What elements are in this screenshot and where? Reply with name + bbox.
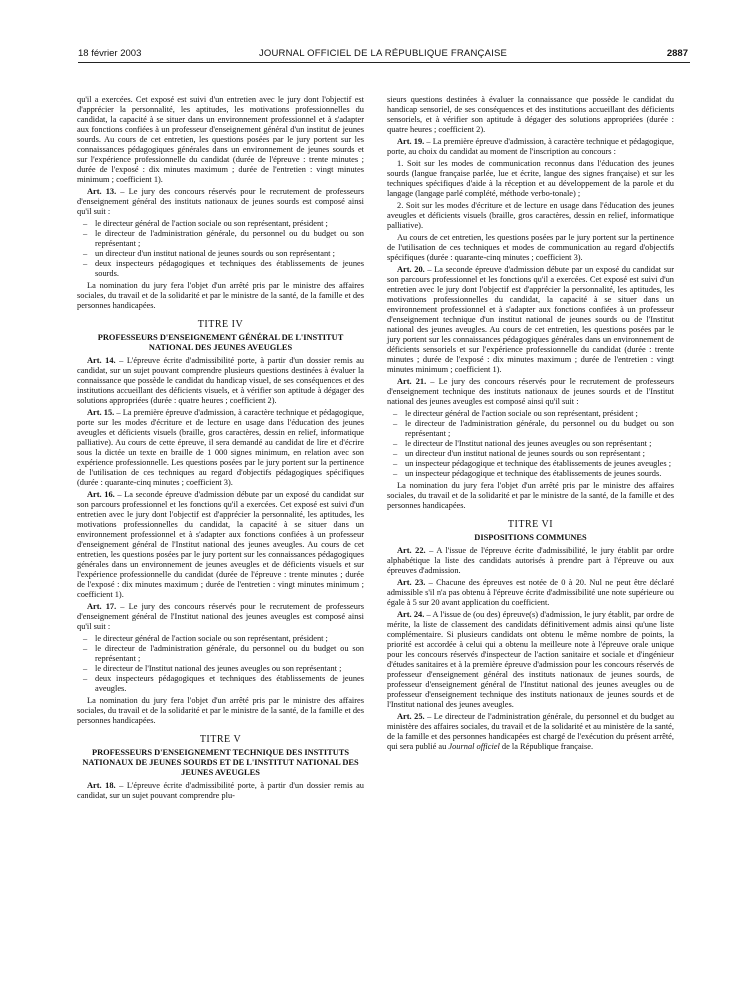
article-25	[387, 712, 674, 752]
article-label: Art. 19.	[397, 137, 425, 146]
section-title: TITRE VI	[507, 519, 554, 530]
page-number: 2887	[666, 48, 688, 59]
article-text: – Le directeur de l'administration générale, du personnel et du budget au ministère des affaires sociales, du travail et de la solidarité et au ministère de la santé, de la famille et des personnes handicapées est chargé de l'exécution du présent arrêté, qui sera publié au	[387, 712, 675, 751]
paragraph: 1. Soit sur les modes de communication reconnus dans l'éducation des jeunes sourds (langue française parlée, lue et écrite, langue des signes française) et sur les techniques spécifiques d'aide à la réception et au développement de la parole et du langage (langage parlé complété, méthode verbo-tonale) ;	[387, 159, 674, 198]
list-item: – le directeur général de l'action sociale ou son représentant, président ;	[81, 219, 364, 229]
section-heading: DISPOSITIONS COMMUNES	[474, 533, 587, 542]
list-item: – le directeur de l'Institut national des jeunes aveugles ou son représentant ;	[81, 664, 364, 674]
list-item: – deux inspecteurs pédagogiques et techniques des établissements de jeunes aveugles.	[81, 674, 364, 694]
list-item: – le directeur de l'administration générale, du personnel ou du budget ou son représentant ;	[391, 419, 674, 439]
article-text: – La seconde épreuve d'admission débute par un exposé du candidat sur son parcours professionnel et les fonctions qu'il a exercées. Cet exposé est suivi d'un entretien avec le jury dont l'objectif est d'apprécier la personnalité, les aptitudes, les motivations professionnelles du candidat, la capacité à se situer dans un environnement professionnel et à s'adapter aux fonctions confiées à un professeur d'enseignement général de l'Institut national des jeunes aveugles. Au cours de cet entretien, les questions posées par le jury portent sur les connaissances pédagogiques générales dans un environnement de jeunes aveugles et de déficients visuels et sur l'expérience professionnelle du candidat (durée de l'épreuve : trente minutes ; durée de l'exposé : dix minutes maximum ; durée de l'entretien : vingt minutes minimum ; coefficient 1).	[77, 490, 364, 599]
article-text: – Le jury des concours réservés pour le recrutement de professeurs d'enseignement général des instituts nationaux de jeunes sourds est composé ainsi qu'il suit :	[77, 187, 364, 216]
section-title: TITRE IV	[197, 319, 244, 330]
jury-list	[77, 634, 364, 694]
list-item: – un inspecteur pédagogique et technique des établissements de jeunes aveugles ;	[391, 459, 674, 469]
paragraph: sieurs questions destinées à évaluer la connaissance que possède le candidat du handicap sensoriel, de ses conséquences et des institutions accueillant des déficients sensoriels, et à vérifier son aptitude à dégager des solutions appropriées (durée : quatre heures ; coefficient 2).	[387, 95, 674, 134]
article-24	[387, 610, 674, 710]
publication-name: Journal officiel	[448, 742, 500, 751]
paragraph: 2. Soit sur les modes d'écriture et de lecture en usage dans l'éducation des jeunes aveugles et déficients visuels (braille, gros caractères, dessin en relief, informatique palliative).	[387, 201, 674, 230]
paragraph: Au cours de cet entretien, les questions posées par le jury portent sur la pertinence de l'utilisation de ces techniques et modes de communication au regard d'objectifs spécifiques (durée : quarante-cinq minutes ; coefficient 3).	[387, 233, 674, 262]
journal-title: JOURNAL OFFICIEL DE LA RÉPUBLIQUE FRANÇAISE	[258, 48, 508, 59]
paragraph: La nomination du jury fera l'objet d'un arrêté pris par le ministre des affaires sociales, du travail et de la solidarité et par le ministre de la santé, de la famille et des personnes handicapées.	[77, 281, 364, 310]
article-text: – A l'issue de l'épreuve écrite d'admissibilité, le jury établit par ordre alphabétique la liste des candidats autorisés à prendre part à l'épreuve ou aux épreuves d'admission.	[387, 546, 674, 575]
article-text: – Chacune des épreuves est notée de 0 à 20. Nul ne peut être déclaré admissible s'il n'a pas obtenu à l'épreuve écrite d'admissibilité une note supérieure ou égale à 5 sur 20 avant application du coefficient.	[387, 578, 674, 607]
article-label: Art. 23.	[397, 578, 426, 587]
article-20	[387, 265, 674, 375]
list-item: – un directeur d'un institut national de jeunes sourds ou son représentant ;	[391, 449, 674, 459]
page-header	[78, 48, 688, 62]
article-text: – Le jury des concours réservés pour le recrutement de professeurs d'enseignement technique des instituts nationaux de jeunes sourds et de l'Institut national des jeunes aveugles est composé ainsi qu'il suit :	[387, 377, 674, 406]
article-13	[77, 187, 364, 217]
article-label: Art. 17.	[87, 602, 117, 611]
article-label: Art. 18.	[87, 781, 116, 790]
article-19	[387, 137, 674, 157]
article-label: Art. 16.	[87, 490, 115, 499]
paragraph: qu'il a exercées. Cet exposé est suivi d'un entretien avec le jury dont l'objectif est d'apprécier la personnalité, les aptitudes, les motivations professionnelles du candidat, la capacité à se situer dans un environnement professionnel et à s'adapter aux fonctions confiées à un professeur d'enseignement général d'un institut de jeunes sourds. Au cours de cet entretien, les questions posées par le jury portent sur les connaissances pédagogiques générales dans un environnement de jeunes sourds et sur l'expérience professionnelle du candidat (durée de l'épreuve : trente minutes ; durée de l'exposé : dix minutes maximum ; durée de l'entretien : vingt minutes minimum ; coefficient 1).	[77, 95, 364, 184]
list-item: – un directeur d'un institut national de jeunes sourds ou son représentant ;	[81, 249, 364, 259]
article-label: Art. 20.	[397, 265, 425, 274]
article-23	[387, 578, 674, 608]
article-text: – La première épreuve d'admission, à caractère technique et pédagogique, porte sur les modes d'écriture et de lecture en usage dans l'éducation des jeunes aveugles et déficients visuels (braille, gros caractères, dessin en relief, informatique palliative). Au cours de cette épreuve, il sera demandé au candidat de lire et d'écrire sous la dictée un texte en braille de 1 000 signes minimum, en relation avec son expérience professionnelle. Les questions posées par le jury portent sur la pertinence de l'utilisation de ces techniques au regard d'objectifs pédagogiques spécifiques (durée : quarante-cinq minutes ; coefficient 3).	[77, 408, 364, 487]
article-21	[387, 377, 674, 407]
paragraph: La nomination du jury fera l'objet d'un arrêté pris par le ministre des affaires sociales, du travail et de la solidarité et par le ministre de la santé, de la famille et des personnes handicapées.	[387, 481, 674, 510]
article-label: Art. 24.	[397, 610, 425, 619]
article-label: Art. 14.	[87, 356, 116, 365]
list-item: – le directeur général de l'action sociale ou son représentant, président ;	[81, 634, 364, 644]
article-label: Art. 25.	[397, 712, 425, 721]
article-text: – La seconde épreuve d'admission débute par un exposé du candidat sur son parcours professionnel et les fonctions qu'il a exercées. Cet exposé est suivi d'un entretien avec le jury dont l'objectif est d'apprécier la personnalité, les aptitudes, les motivations professionnelles du candidat, la capacité à se situer dans un environnement professionnel et à s'adapter aux fonctions confiées à un professeur d'enseignement technique d'un institut national de jeunes sourds ou de l'Institut national des jeunes aveugles. Au cours de cet entretien, les questions posées par le jury portent sur les connaissances pédagogiques générales dans un environnement de déficients sensoriels et sur l'expérience professionnelle du candidat (durée : trente minutes ; durée de l'exposé : dix minutes maximum ; durée de l'entretien : vingt minutes minimum ; coefficient 1).	[387, 265, 674, 374]
jury-list	[77, 219, 364, 279]
paragraph: La nomination du jury fera l'objet d'un arrêté pris par le ministre des affaires sociales, du travail et de la solidarité et par le ministre de la santé, de la famille et des personnes handicapées.	[77, 696, 364, 725]
left-column	[77, 95, 364, 803]
list-item: – le directeur de l'administration générale, du personnel ou du budget ou son représentant ;	[81, 644, 364, 664]
list-item: – un inspecteur pédagogique et technique des établissements de jeunes sourds.	[391, 469, 674, 479]
article-text: – L'épreuve écrite d'admissibilité porte, à partir d'un dossier remis au candidat, sur un sujet pouvant comprendre plu-	[77, 781, 364, 800]
issue-date: 18 février 2003	[78, 48, 142, 59]
article-label: Art. 22.	[397, 546, 426, 555]
jury-list	[387, 409, 674, 479]
list-item: – le directeur général de l'action sociale ou son représentant, président ;	[391, 409, 674, 419]
article-16	[77, 490, 364, 600]
article-22	[387, 546, 674, 576]
section-heading: PROFESSEURS D'ENSEIGNEMENT GÉNÉRAL DE L'INSTITUT NATIONAL DES JEUNES AVEUGLES	[97, 333, 344, 352]
header-rule	[78, 62, 690, 63]
article-text: – Le jury des concours réservés pour le recrutement de professeurs d'enseignement général de l'Institut national des jeunes aveugles est composé ainsi qu'il suit :	[77, 602, 364, 631]
section-heading: PROFESSEURS D'ENSEIGNEMENT TECHNIQUE DES INSTITUTS NATIONAUX DE JEUNES SOURDS ET DE L'INSTITUT NATIONAL DES JEUNES AVEUGLES	[82, 748, 359, 777]
right-column	[387, 95, 674, 754]
article-label: Art. 15.	[87, 408, 115, 417]
article-text-end: de la République française.	[499, 742, 594, 751]
list-item: – le directeur de l'administration générale, du personnel ou du budget ou son représentant ;	[81, 229, 364, 249]
article-text: – La première épreuve d'admission, à caractère technique et pédagogique, porte, au choix du candidat au moment de l'inscription au concours :	[387, 137, 674, 156]
article-18	[77, 781, 364, 801]
article-17	[77, 602, 364, 632]
section-title: TITRE V	[199, 734, 242, 745]
article-text: – A l'issue de (ou des) épreuve(s) d'admission, le jury établit, par ordre de mérite, la liste de classement des candidats définitivement admis ainsi qu'une liste complémentaire. Si plusieurs candidats ont obtenu le même nombre de points, la priorité est accordée à celui qui a obtenu la meilleure note à l'épreuve orale unique pour les concours réservés d'inspecteur de l'action sanitaire et sociale et d'ingénieur d'études sanitaires et à la première épreuve d'admission pour les concours réservés de professeur d'enseignement général des instituts nationaux de jeunes sourds, de professeur d'enseignement général de l'Institut national des jeunes aveugles ou de professeur d'enseignement technique des instituts nationaux de jeunes sourds et de l'Institut national des jeunes aveugles.	[387, 610, 674, 709]
article-14	[77, 356, 364, 406]
article-text: – L'épreuve écrite d'admissibilité porte, à partir d'un dossier remis au candidat, sur un sujet pouvant comprendre plusieurs questions destinées à évaluer la connaissance que possède le candidat du handicap visuel, de ses conséquences et des institutions accueillant des déficients visuels, et à vérifier son aptitude à dégager des solutions appropriées (durée : quatre heures ; coefficient 2).	[77, 356, 364, 405]
list-item: – le directeur de l'Institut national des jeunes aveugles ou son représentant ;	[391, 439, 674, 449]
article-label: Art. 13.	[87, 187, 117, 196]
article-15	[77, 408, 364, 488]
list-item: – deux inspecteurs pédagogiques et techniques des établissements de jeunes sourds.	[81, 259, 364, 279]
article-label: Art. 21.	[397, 377, 427, 386]
